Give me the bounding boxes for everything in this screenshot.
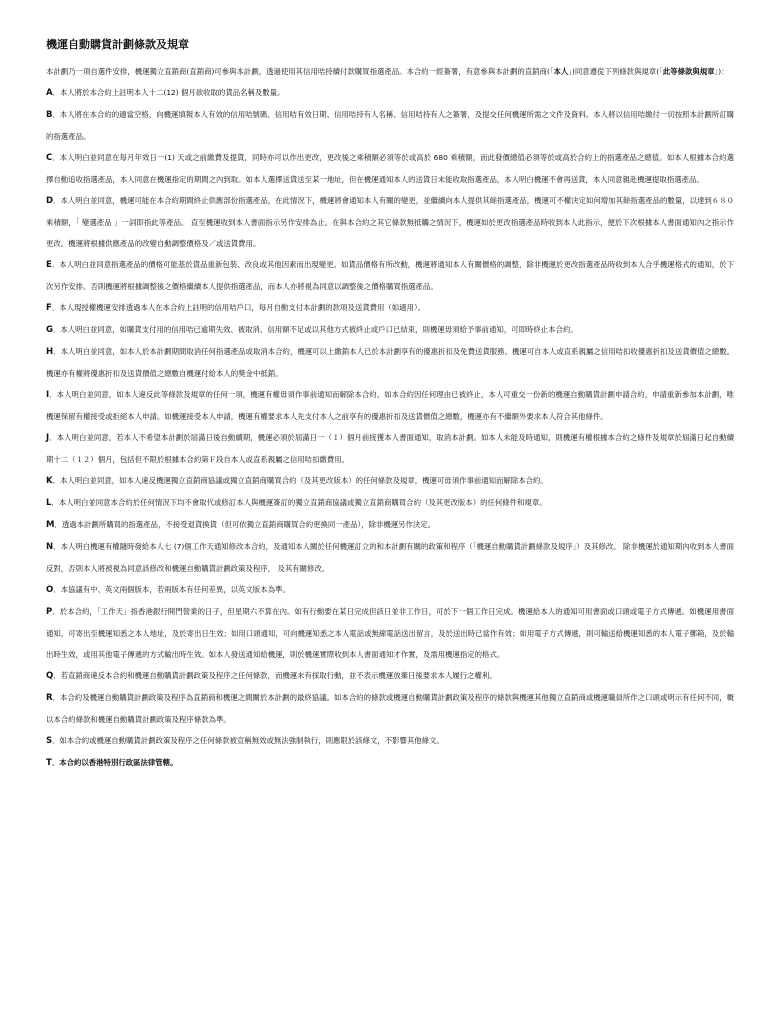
clause-text: ．本人現授權機運安排透過本人在本合約上註明的信用咭戶口，每月自動支付本計劃的款項及送貨費用（如適用）。 xyxy=(51,303,426,312)
clause-text: ．本人明白機運有權隨時發給本人七 (7)個工作天通知修改本合約，及通知本人關於任何機運訂立的和本計劃有關的政策和程序（「機運自動購貨計劃條款及規序」）及其修改。 除非機運於通知期內收到本人書面反對，否則本人將被視為同意該修改和機運自動購貨計劃政策及程序， 及其有關修改。 xyxy=(46,542,734,573)
clause-text: ．本合約及機運自動購貨計劃政策及程序為直銷商和機運之間關於本計劃的最終協議。如本合約的條款或機運自動購貨計劃政策及程序的條款與機運其他獨立直銷商或機運職員所作之口頭或明示有任何不同，概以本合約條款和機運自動購貨計劃政策及程序條款為準。 xyxy=(46,693,734,724)
clause-text: ．透過本計劃所購買的指選產品，不接受退貨換貨（但可依獨立直銷商購買合約更換同一產品），除非機運另作決定。 xyxy=(54,520,436,529)
clause-text: ．本人明白並同意在每月年效日一(1) 天或之前繳費及提貨，同時亦可以作出更改，更改後之乘積額必須等於或高於 680 乘積額，而此發價總值必須等於或高於合約上的指選產品之總值。如本人根據本合約選擇自動追收指選產品，本人同意在機運指定的期間之內到取。如本人選擇送貨送至某一地址，但在機運通知本人的送貨日未能收取指選產品，本人明白機運不會再送貨，本人同意親赴機運提取指選產品。 xyxy=(46,153,734,184)
clause-e xyxy=(46,254,734,297)
clause-text: ．若直銷商違反本合約和機運自動購貨計劃政策及程序之任何條款，而機運未有採取行動，並不表示機運放棄日後要求本人履行之權利。 xyxy=(53,671,497,680)
clause-text: ．本人將在本合約的適當空格，向機運填報本人有效的信用咭號碼、信用咭有效日期、信用咭持有人名稱、信用咭持有人之簽署，及提交任何機運所需之文件及資料。本人將以信用咭繳付一切按照本計劃所訂購的指選產品。 xyxy=(46,110,734,141)
intro-bold-1: 本人 xyxy=(553,67,569,76)
clause-letter: D xyxy=(46,196,54,206)
clause-text: ．本人明白並同意，若本人不希望本計劃於屆滿日後自動續期，機運必須於屆滿日一（１）個月前接獲本人書面通知，取消本計劃。如本人未能及時通知，則機運有權根據本合約之條件及規章於屆滿日起自動續期十二（１２）個月，包括但不限於根據本合約第Ｆ段自本人或直系親屬之信用咭扣繳費用。 xyxy=(46,433,734,464)
intro-paragraph xyxy=(46,61,734,82)
clause-text: ．本人明白並同意，機運可能在本合約期間終止供應部份指選產品，在此情況下，機運將會通知本人有關的變更，並繼續向本人提供其餘指選產品，機運可不權決定如何增加其餘指選產品的數量，以達到６８０乘積額，「 變選產品 」一詞即指此等產品。 直至機運收到本人書面指示另作安排為止。在與本合約之其它條款無抵觸之情況下，機運如於更改指選產品時收到本人此指示，便於下次根據本人書面通知內之指示作更改。機運將根據供應產品的改變自動調整價格及／或送貨費用。 xyxy=(46,196,734,248)
clause-p xyxy=(46,601,734,665)
clause-text: ．本人明白並同意，如本人違反機運獨立直銷商協議或獨立直銷商購買合約（及其更改版本）的任何條款及規章，機運可毋須作事前通知而解除本合約。 xyxy=(52,476,548,485)
clause-letter: E xyxy=(46,260,52,270)
clause-letter: K xyxy=(46,476,53,486)
intro-bold-2: 此等條款與規章 xyxy=(662,67,715,76)
clause-text: ．本人明白並同意，如購貨支付用的信用咭已逾期失效、被取消、信用額不足或以其他方式被終止或戶口已結束，則機運毋須給予事前通知，可即時終止本合約。 xyxy=(52,325,578,334)
clause-n xyxy=(46,536,734,579)
clause-b xyxy=(46,104,734,147)
clause-text: ．如本合約或機運自動購貨計劃政策及程序之任何條款被宣稱無效或無法強制執行，則應限於該條文，不影響其他條文。 xyxy=(52,736,444,745)
clause-letter: P xyxy=(46,607,53,617)
clause-text: ．本人明白並同意本合約於任何情況下均不會取代或修訂本人與機運簽訂的獨立直銷商協議或獨立直銷商購買合約（及其更改版本）的任何條件和規章。 xyxy=(51,498,547,507)
clause-letter: N xyxy=(46,542,54,552)
intro-text-2: 」)同意遵從下列條款與規章(「 xyxy=(568,67,663,76)
clause-letter: F xyxy=(46,303,52,313)
clause-letter: S xyxy=(46,736,53,746)
clause-k xyxy=(46,470,734,492)
clause-j xyxy=(46,427,734,470)
clause-l xyxy=(46,492,734,514)
clause-list xyxy=(46,82,734,774)
clause-text: ．於本合約，「工作天」指香港銀行開門營業的日子，但星期六不算在內。如有行動要在某日完成但該日並非工作日，可於下一個工作日完成。機運給本人的通知可用書面或口頭或電子方式傳遞。如機運用書面通知，可寄出至機運知悉之本人地址，及於寄出日生效；如用口頭通知，可向機運知悉之本人電話或無線電話送出留言，及於送出時已當作有效；如用電子方式傳遞，則可輸送給機運知悉的本人電子郵箱，及於輸出時生效，或用其他電子傳遞的方式輸出時生效。如本人發送通知給機運，則於機運實際收到本人書面通知才作實，及需用機運指定的格式。 xyxy=(46,607,734,659)
clause-letter: B xyxy=(46,110,53,120)
clause-h xyxy=(46,341,734,384)
document-title: 機運自動購貨計劃條款及規章 xyxy=(46,38,189,51)
clause-letter: G xyxy=(46,325,53,335)
clause-letter: R xyxy=(46,693,53,703)
clause-letter: J xyxy=(46,433,50,443)
clause-text: ．本人明白並同意，如本人於本計劃期間取消任何指選產品或取消本合約，機運可以上繳銷本人已於本計劃享有的優惠折扣及免費送貨服務。機運可自本人或直系親屬之信用咭扣收優惠折扣及送貨價值之總數。機運亦有權將優惠折扣及送貨價值之總數自機運付給本人的獎金中抵銷。 xyxy=(46,347,734,378)
clause-i xyxy=(46,384,734,427)
clause-text: ．本人明白並同意指選產品的價格可能基於貨品重新包裝、改良或其他因素而出現變更。如貨品價格有所改動，機運將通知本人有關價格的調整，除非機運於更改指選產品時收到本人合乎機運格式的通知，於下次另作安排。否則機運將根據調整後之價格繼續本人提供指選產品，而本人亦將視為同意以調整後之價格購買指選產品。 xyxy=(46,260,734,291)
clause-g xyxy=(46,319,734,341)
clause-text: ．本人將於本合約上註明本人十二(12) 個月欲收取的貨品名稱及數量。 xyxy=(52,88,285,97)
clause-letter: H xyxy=(46,347,54,357)
clause-c xyxy=(46,147,734,190)
clause-letter: M xyxy=(46,520,55,530)
clause-f xyxy=(46,297,734,319)
clause-q xyxy=(46,665,734,687)
clause-letter: O xyxy=(46,585,54,595)
clause-t xyxy=(46,752,734,774)
clause-letter: T xyxy=(46,758,52,768)
clause-r xyxy=(46,687,734,730)
clause-letter: Q xyxy=(46,671,54,681)
clause-a xyxy=(46,82,734,104)
clause-text: ．本合約以香港特別行政區法律管轄。 xyxy=(51,758,178,767)
clause-o xyxy=(46,579,734,601)
intro-text-3: 」)： xyxy=(714,67,729,76)
clause-d xyxy=(46,190,734,254)
clause-text: ．本協議有中、英文兩個版本，若兩版本有任何差異，以英文版本為準。 xyxy=(53,585,290,594)
clause-s xyxy=(46,730,734,752)
clause-letter: L xyxy=(46,498,52,508)
clause-letter: C xyxy=(46,153,53,163)
clause-letter: I xyxy=(46,390,50,400)
clause-letter: A xyxy=(46,88,53,98)
clause-m xyxy=(46,514,734,536)
intro-text-1: 本計劃乃一項自選件安排，機運獨立直銷商(直銷商)可參與本計劃，透過使用其信用咭持續付款購買指選產品。本合約一經簽署，有意參與本計劃的直銷商(「 xyxy=(46,67,554,76)
clause-text: ．本人明白並同意，如本人違反此等條款及規章的任何一項，機運有權毋須作事前通知而解除本合約。如本合約因任何理由已被終止，本人可重交一份新的機運自動購貨計劃申請合約，申請重新參加本計劃，唯機運保留有權接受或拒絕本人申請。如機運接受本人申請，機運有權要求本人先支付本人之前享有的優惠折扣及送貨價值之總數，機運亦有不繼額外要求本人符合其他條件。 xyxy=(46,390,734,421)
